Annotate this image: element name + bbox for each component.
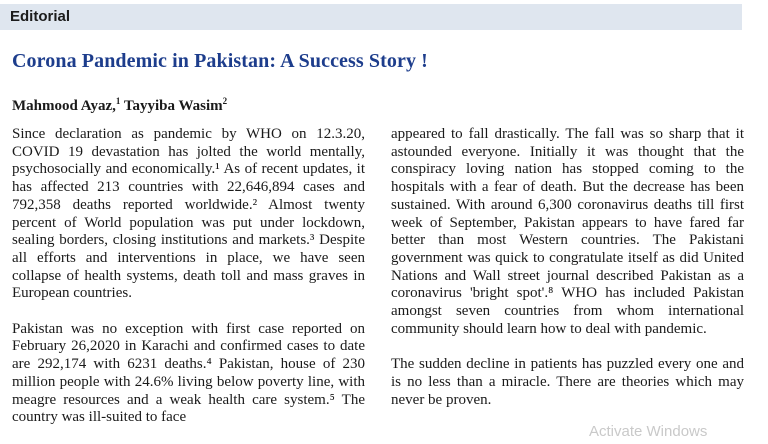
section-header-bar xyxy=(0,4,742,30)
author-name: Tayyiba Wasim xyxy=(123,98,223,114)
section-label: Editorial xyxy=(10,8,71,25)
author-line xyxy=(12,96,227,115)
activate-windows-watermark: Activate Windows xyxy=(589,423,708,440)
body-paragraph: Since declaration as pandemic by WHO on 12.3.20, COVID 19 devastation has jolted the world mentally, psychosocially and economically.¹ As of recent updates, it has affected 213 countries with 22,646,894 cases and 792,358 deaths reported worldwide.² Almost twenty percent of World population was put under lockdown, sealing borders, closing institutions and markets.³ Despite all efforts and interventions in place, we have seen collapse of health systems, death toll and mass graves in European countries. xyxy=(12,126,365,302)
author-affiliation-ref: 2 xyxy=(222,96,228,106)
author-affiliation-ref: 1 xyxy=(115,96,121,106)
article-title: Corona Pandemic in Pakistan: A Success Story ! xyxy=(12,50,428,72)
body-paragraph: appeared to fall drastically. The fall was so sharp that it astounded everyone. Initially it was thought that the conspiracy loving nation has stopped coming to the hospitals with a fear of death. But the decrease has been sustained. With around 6,300 coronavirus deaths till first week of September, Pakistan appears to have fared far better than most Western countries. The Pakistani government was quick to congratulate itself as did United Nations and Wall street journal described Pakistan as a coronavirus 'bright spot'.⁸ WHO has included Pakistan amongst seven countries from whom international community should learn how to deal with pandemic. xyxy=(391,126,744,337)
body-paragraph: Pakistan was no exception with first case reported on February 26,2020 in Karachi and confirmed cases to date are 292,174 with 6231 deaths.⁴ Pakistan, house of 230 million people with 24.6% living below poverty line, with meagre resources and a weak health care system.⁵ The country was ill-suited to face xyxy=(12,320,365,426)
body-column-right xyxy=(391,126,744,409)
body-paragraph: The sudden decline in patients has puzzled every one and is no less than a miracle. There are theories which may never be proven. xyxy=(391,356,744,408)
body-column-left xyxy=(12,126,365,427)
author-name: Mahmood Ayaz, xyxy=(12,98,116,114)
